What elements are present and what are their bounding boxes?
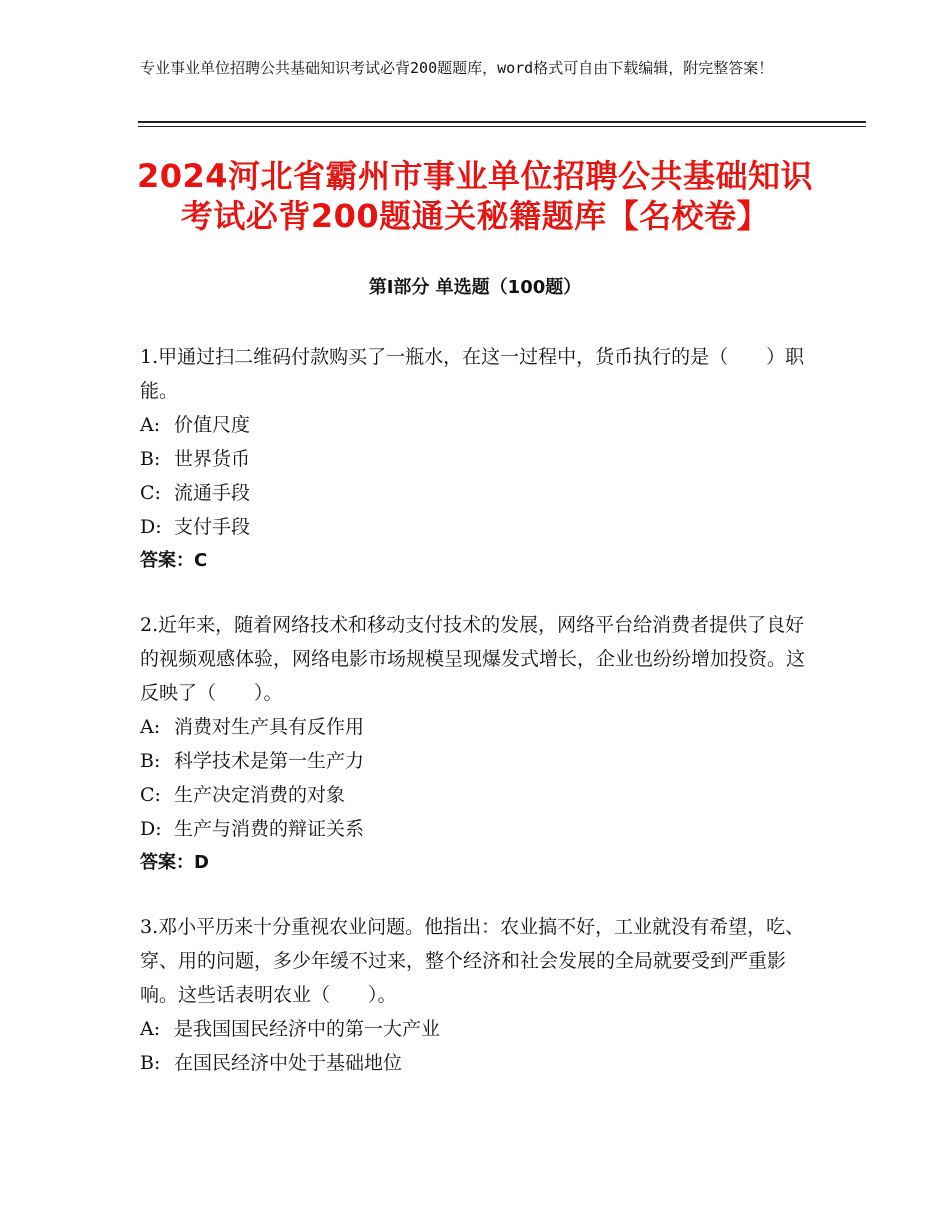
question-1 [140, 340, 805, 578]
option-d [140, 812, 805, 846]
option-c [140, 778, 805, 812]
option-letter: C: [140, 784, 161, 806]
option-text: 科学技术是第一生产力 [174, 750, 365, 772]
header-divider-thin [138, 126, 866, 127]
document-title: 2024河北省霸州市事业单位招聘公共基础知识考试必背200题通关秘籍题库【名校卷】 [136, 157, 814, 235]
header-divider-thick [138, 121, 866, 123]
option-text: 消费对生产具有反作用 [174, 716, 365, 738]
option-text: 是我国国民经济中的第一大产业 [174, 1018, 441, 1040]
option-letter: C: [140, 482, 161, 504]
option-text: 流通手段 [174, 482, 251, 504]
option-a [140, 408, 805, 442]
option-b [140, 1046, 805, 1080]
question-text: 3.邓小平历来十分重视农业问题。他指出：农业搞不好，工业就没有希望，吃、穿、用的问题，多少年缓不过来，整个经济和社会发展的全局就要受到严重影响。这些话表明农业（ ）。 [140, 916, 805, 1006]
option-text: 在国民经济中处于基础地位 [174, 1052, 403, 1074]
option-b [140, 442, 805, 476]
section-title: 第Ⅰ部分 单选题（100题） [368, 277, 582, 298]
header-note: 专业事业单位招聘公共基础知识考试必背200题题库，word格式可自由下载编辑，附完整答案！ [140, 59, 774, 77]
option-letter: A: [140, 1018, 161, 1040]
option-b [140, 744, 805, 778]
option-letter: B: [140, 750, 161, 772]
option-letter: D: [140, 516, 162, 538]
option-letter: B: [140, 448, 161, 470]
question-2 [140, 608, 805, 880]
option-letter: D: [140, 818, 162, 840]
option-letter: A: [140, 414, 161, 436]
answer: 答案：D [140, 852, 209, 873]
question-text: 2.近年来，随着网络技术和移动支付技术的发展，网络平台给消费者提供了良好的视频观感体验，网络电影市场规模呈现爆发式增长，企业也纷纷增加投资。这反映了（ ）。 [140, 614, 806, 704]
option-text: 生产与消费的辩证关系 [174, 818, 365, 840]
option-text: 生产决定消费的对象 [174, 784, 346, 806]
option-d [140, 510, 805, 544]
option-text: 支付手段 [174, 516, 251, 538]
option-text: 世界货币 [174, 448, 251, 470]
question-list [140, 340, 805, 1110]
answer: 答案：C [140, 550, 208, 571]
option-text: 价值尺度 [174, 414, 251, 436]
option-a [140, 710, 805, 744]
option-letter: A: [140, 716, 161, 738]
question-3 [140, 910, 805, 1080]
option-a [140, 1012, 805, 1046]
question-text: 1.甲通过扫二维码付款购买了一瓶水，在这一过程中，货币执行的是（ ）职能。 [140, 346, 805, 402]
option-letter: B: [140, 1052, 161, 1074]
option-c [140, 476, 805, 510]
